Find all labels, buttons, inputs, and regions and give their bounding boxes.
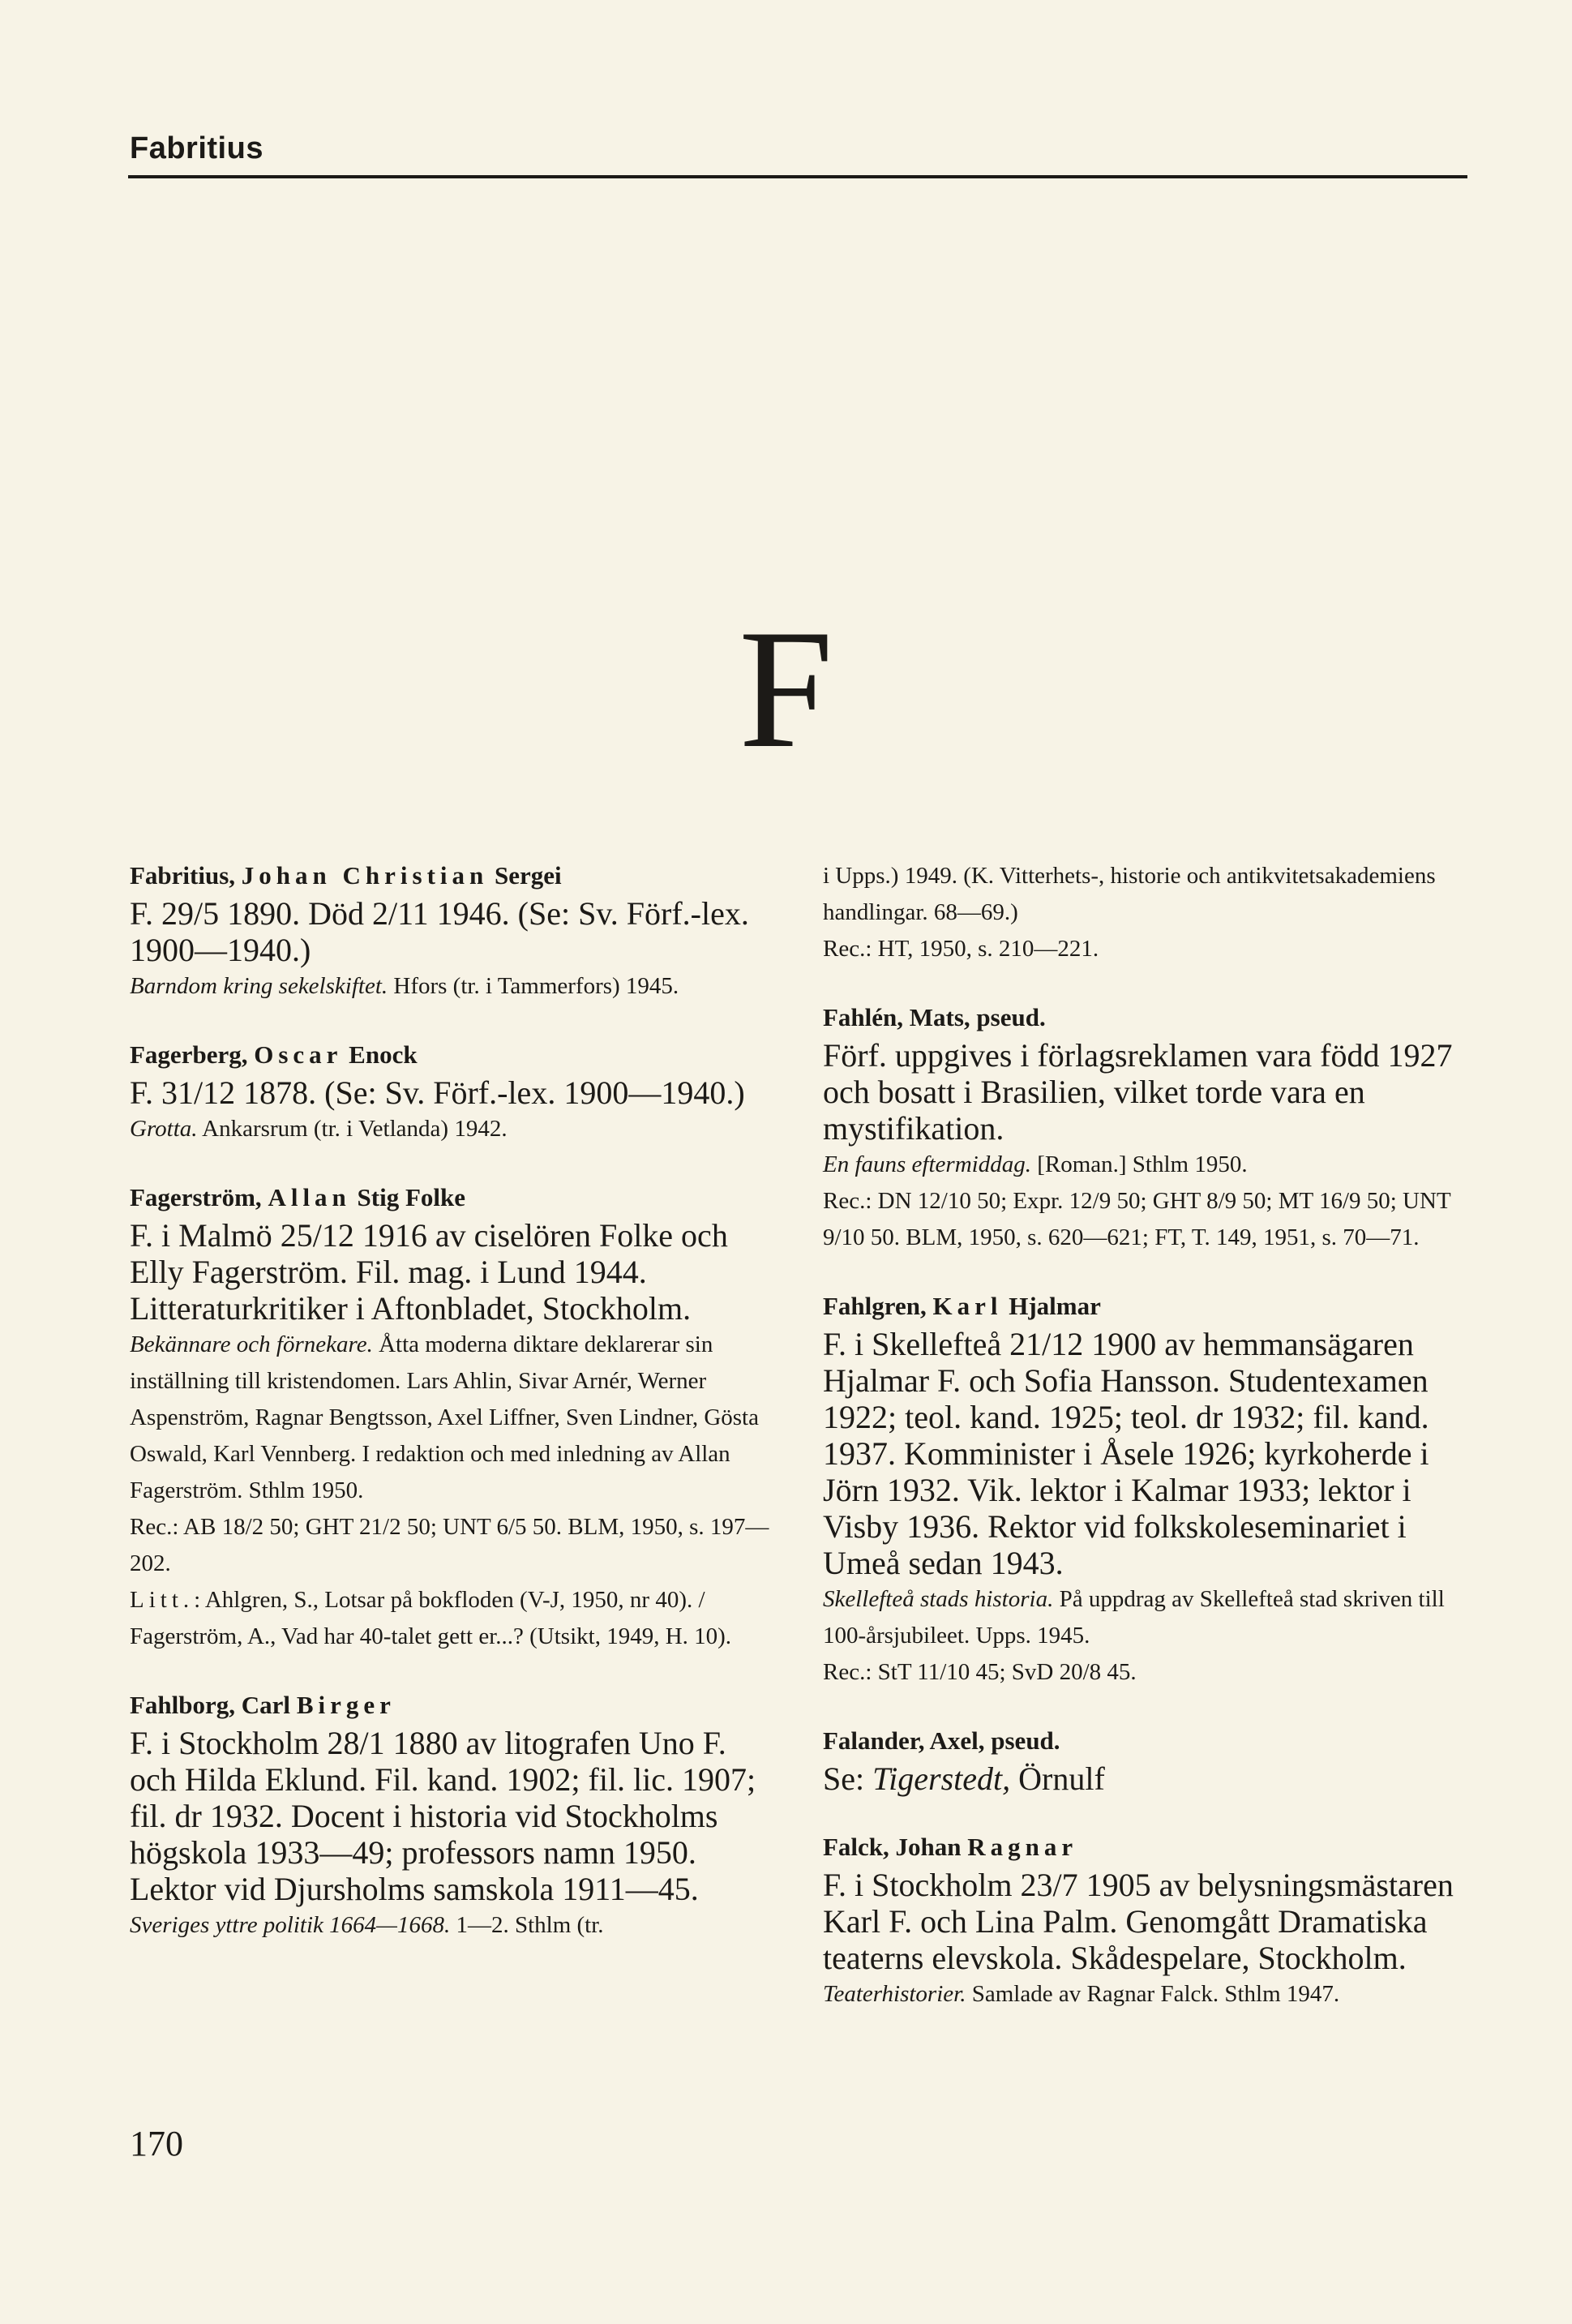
called-name: Oscar bbox=[254, 1040, 343, 1069]
entry-heading bbox=[130, 1037, 778, 1073]
work-details: Åtta moderna diktare deklarerar sin inställning till kristendomen. Lars Ahlin, Sivar Arnér, Werner Aspenström, Ragnar Bengtsson, Axel Liffner, Sven Lindner, Gösta Oswald, Karl Vennberg. I redaktion och med inledning av Allan Fagerström. Sthlm 1950. bbox=[130, 1331, 759, 1503]
entry-fahlborg bbox=[130, 1687, 778, 1944]
work-title: Barndom kring sekelskiftet. bbox=[130, 973, 388, 999]
entry-literature bbox=[130, 1582, 778, 1655]
entry-heading bbox=[823, 1829, 1471, 1865]
work-title: Teaterhistorier. bbox=[823, 1981, 966, 2007]
surname: Fahlborg, Carl bbox=[130, 1691, 297, 1719]
entry-works bbox=[823, 1147, 1471, 1183]
entry-fabritius bbox=[130, 858, 778, 1005]
called-name: Ragnar bbox=[967, 1833, 1078, 1861]
entry-falck bbox=[823, 1829, 1471, 2013]
entry-fagerstrom bbox=[130, 1180, 778, 1655]
entry-cross-reference bbox=[823, 1760, 1471, 1797]
surname: Fabritius, bbox=[130, 861, 242, 890]
entry-fagerberg bbox=[130, 1037, 778, 1147]
see-reference: Tigerstedt, bbox=[872, 1760, 1011, 1797]
entry-heading bbox=[823, 1288, 1471, 1324]
section-letter: F bbox=[739, 595, 833, 783]
surname: Fagerström, bbox=[130, 1183, 268, 1211]
work-details: 1—2. Sthlm (tr. bbox=[450, 1912, 604, 1938]
header-rule bbox=[128, 175, 1467, 178]
work-details: Hfors (tr. i Tammerfors) 1945. bbox=[388, 973, 679, 999]
entry-works-continued: i Upps.) 1949. (K. Vitterhets-, historie och antikvitetsakademiens handlingar. 68—69.) bbox=[823, 863, 1436, 925]
other-names: Enock bbox=[342, 1040, 418, 1069]
see-label: Se: bbox=[823, 1760, 873, 1797]
left-column bbox=[130, 858, 778, 1976]
called-name: Birger bbox=[296, 1691, 396, 1719]
page-number: 170 bbox=[130, 2124, 183, 2163]
work-title: Skellefteå stads historia. bbox=[823, 1586, 1054, 1612]
running-head: Fabritius bbox=[130, 131, 263, 165]
right-column bbox=[823, 858, 1471, 2045]
entry-fahlgren bbox=[823, 1288, 1471, 1691]
work-details: Samlade av Ragnar Falck. Sthlm 1947. bbox=[966, 1981, 1340, 2007]
work-title: Bekännare och förnekare. bbox=[130, 1331, 373, 1357]
surname: Falck, Johan bbox=[823, 1833, 968, 1861]
entry-bio: F. 31/12 1878. (Se: Sv. Förf.-lex. 1900—1940.) bbox=[130, 1074, 745, 1111]
entry-reviews: Rec.: HT, 1950, s. 210—221. bbox=[823, 936, 1099, 962]
work-title: En fauns eftermiddag. bbox=[823, 1151, 1031, 1177]
entry-works bbox=[130, 1327, 778, 1509]
entry-bio: Förf. uppgives i förlagsreklamen vara född 1927 och bosatt i Brasilien, vilket torde vara en mystifikation. bbox=[823, 1037, 1453, 1147]
work-title: Grotta. bbox=[130, 1116, 198, 1142]
work-details: Ankarsrum (tr. i Vetlanda) 1942. bbox=[197, 1116, 508, 1142]
entry-fahlborg-continued bbox=[823, 858, 1471, 967]
called-name: Karl bbox=[932, 1292, 1003, 1320]
entry-heading bbox=[130, 858, 778, 894]
other-names: Sergei bbox=[488, 861, 562, 890]
literature-refs: : Ahlgren, S., Lotsar på bokfloden (V-J, 1950, nr 40). / Fagerström, A., Vad har 40-talet gett er...? (Utsikt, 1949, H. 10). bbox=[130, 1587, 732, 1649]
entry-heading bbox=[130, 1180, 778, 1216]
surname: Fagerberg, bbox=[130, 1040, 255, 1069]
entry-bio: F. i Stockholm 23/7 1905 av belysningsmästaren Karl F. och Lina Palm. Genomgått Dramatiska teaterns elevskola. Skådespelare, Stockholm. bbox=[823, 1867, 1454, 1976]
other-names: Hjalmar bbox=[1002, 1292, 1101, 1320]
work-title: Sveriges yttre politik 1664—1668. bbox=[130, 1912, 451, 1938]
entry-works bbox=[130, 1907, 778, 1944]
entry-works bbox=[130, 1111, 778, 1147]
entry-works bbox=[130, 968, 778, 1005]
entry-bio: F. i Stockholm 28/1 1880 av litografen Uno F. och Hilda Eklund. Fil. kand. 1902; fil. lic. 1907; fil. dr 1932. Docent i historia vid Stockholms högskola 1933—49; professors namn 1950. Lektor vid Djursholms samskola 1911—45. bbox=[130, 1725, 756, 1907]
entry-bio: F. 29/5 1890. Död 2/11 1946. (Se: Sv. Förf.-lex. 1900—1940.) bbox=[130, 895, 749, 968]
entry-reviews: Rec.: DN 12/10 50; Expr. 12/9 50; GHT 8/9 50; MT 16/9 50; UNT 9/10 50. BLM, 1950, s. 620—621; FT, T. 149, 1951, s. 70—71. bbox=[823, 1188, 1451, 1250]
entry-heading: Falander, Axel, pseud. bbox=[823, 1726, 1060, 1755]
entry-bio: F. i Malmö 25/12 1916 av ciselören Folke och Elly Fagerström. Fil. mag. i Lund 1944. Litteraturkritiker i Aftonbladet, Stockholm. bbox=[130, 1217, 728, 1327]
entry-works bbox=[823, 1976, 1471, 2013]
entry-fahlen bbox=[823, 1000, 1471, 1256]
entry-falander bbox=[823, 1723, 1471, 1797]
entry-heading bbox=[130, 1687, 778, 1723]
called-name: Allan bbox=[268, 1183, 351, 1211]
entry-reviews: Rec.: StT 11/10 45; SvD 20/8 45. bbox=[823, 1659, 1137, 1685]
other-names: Stig Folke bbox=[350, 1183, 466, 1211]
work-details: På uppdrag av Skellefteå stad skriven till 100-årsjubileet. Upps. 1945. bbox=[823, 1586, 1445, 1649]
work-details: [Roman.] Sthlm 1950. bbox=[1030, 1151, 1248, 1177]
see-reference-rest: Örnulf bbox=[1010, 1760, 1105, 1797]
entry-works bbox=[823, 1581, 1471, 1654]
entry-heading: Fahlén, Mats, pseud. bbox=[823, 1003, 1046, 1031]
called-name: Johan Christian bbox=[241, 861, 489, 890]
entry-reviews: Rec.: AB 18/2 50; GHT 21/2 50; UNT 6/5 50. BLM, 1950, s. 197—202. bbox=[130, 1514, 769, 1576]
surname: Fahlgren, bbox=[823, 1292, 933, 1320]
literature-label: Litt. bbox=[130, 1587, 195, 1613]
entry-bio: F. i Skellefteå 21/12 1900 av hemmansägaren Hjalmar F. och Sofia Hansson. Studentexamen 1922; teol. kand. 1925; teol. dr 1932; fil. kand. 1937. Komminister i Åsele 1926; kyrkoherde i Jörn 1932. Vik. lektor i Kalmar 1933; lektor i Visby 1936. Rektor vid folkskoleseminariet i Umeå sedan 1943. bbox=[823, 1326, 1429, 1581]
